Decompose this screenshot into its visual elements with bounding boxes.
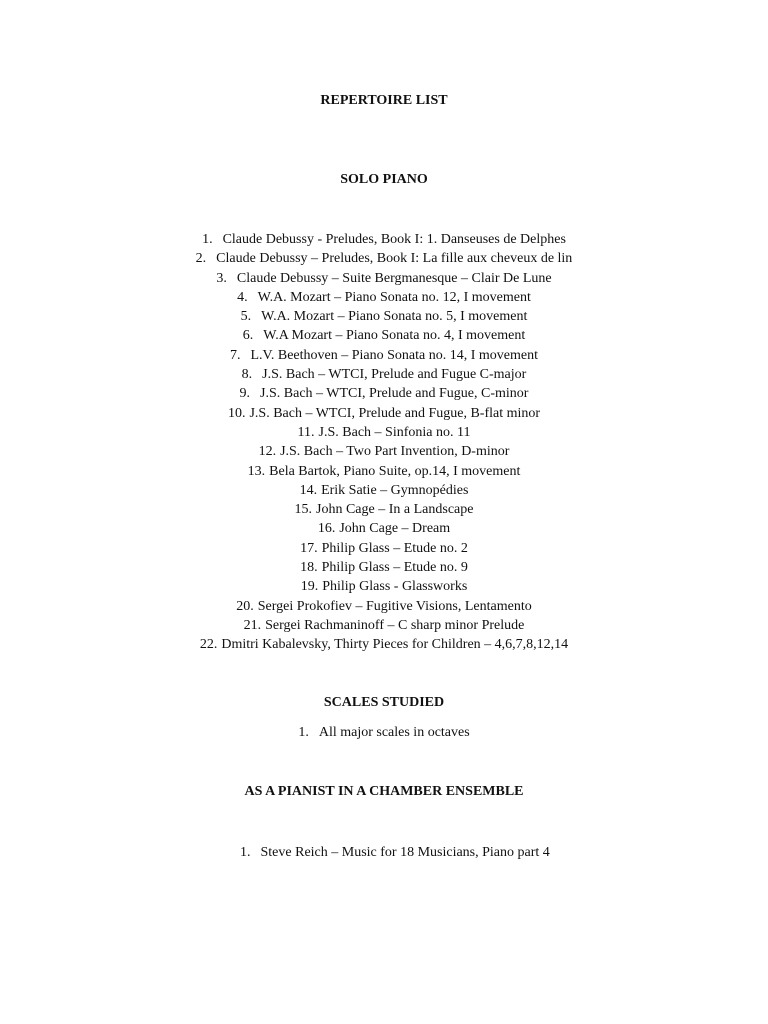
list-item — [0, 307, 768, 326]
list-item — [0, 519, 768, 538]
item-text: Steve Reich – Music for 18 Musicians, Piano part 4 — [260, 845, 550, 860]
item-text: John Cage – Dream — [339, 521, 451, 537]
item-text: Philip Glass - Glassworks — [322, 579, 468, 595]
item-text: L.V. Beethoven – Piano Sonata no. 14, I movement — [250, 347, 538, 363]
item-number: 11. — [297, 424, 315, 440]
item-number: 3. — [216, 270, 227, 286]
item-text: Sergei Rachmaninoff – C sharp minor Prelude — [265, 617, 525, 633]
item-number: 18. — [300, 560, 318, 576]
item-text: Philip Glass – Etude no. 2 — [321, 540, 468, 556]
list-item — [0, 500, 768, 519]
item-number: 19. — [300, 579, 319, 595]
list-item — [0, 423, 768, 442]
solo-piano-list — [0, 230, 768, 655]
item-text: W.A Mozart – Piano Sonata no. 4, I movement — [263, 328, 526, 344]
item-number: 14. — [299, 482, 318, 498]
list-item — [0, 230, 768, 249]
item-text: Erik Satie – Gymnopédies — [321, 482, 469, 498]
list-item — [0, 249, 768, 268]
item-text: Sergei Prokofiev – Fugitive Visions, Lentamento — [257, 598, 532, 614]
list-item — [0, 481, 768, 500]
list-item — [0, 723, 768, 742]
item-number: 16. — [317, 521, 336, 537]
item-number: 12. — [258, 444, 277, 460]
list-item — [0, 558, 768, 577]
item-text: J.S. Bach – WTCI, Prelude and Fugue C-major — [262, 367, 527, 383]
list-item — [0, 843, 768, 862]
item-number: 22. — [199, 637, 218, 653]
list-item — [0, 462, 768, 481]
item-text: J.S. Bach – Two Part Invention, D-minor — [280, 444, 510, 460]
list-item — [0, 288, 768, 307]
item-number: 17. — [300, 540, 318, 556]
item-text: Bela Bartok, Piano Suite, op.14, I movement — [269, 463, 521, 479]
item-text: J.S. Bach – WTCI, Prelude and Fugue, C-minor — [260, 386, 529, 402]
scales-list — [0, 723, 768, 742]
item-number: 2. — [195, 251, 207, 267]
item-number: 1. — [240, 845, 251, 860]
item-text: Dmitri Kabalevsky, Thirty Pieces for Children – 4,6,7,8,12,14 — [221, 637, 569, 653]
item-number: 13. — [247, 463, 266, 479]
item-text: J.S. Bach – Sinfonia no. 11 — [318, 424, 471, 440]
item-text: All major scales in octaves — [318, 725, 470, 740]
chamber-ensemble-list — [0, 843, 768, 862]
document-title: REPERTOIRE LIST — [320, 93, 448, 108]
list-item — [0, 539, 768, 558]
list-item — [0, 404, 768, 423]
item-text: W.A. Mozart – Piano Sonata no. 12, I movement — [257, 289, 531, 305]
chamber-ensemble-heading: AS A PIANIST IN A CHAMBER ENSEMBLE — [244, 784, 524, 799]
list-item — [0, 442, 768, 461]
item-number: 20. — [236, 598, 254, 614]
item-number: 8. — [241, 367, 253, 383]
solo-piano-heading: SOLO PIANO — [340, 172, 428, 187]
item-text: J.S. Bach – WTCI, Prelude and Fugue, B-flat minor — [249, 405, 541, 421]
list-item — [0, 346, 768, 365]
item-number: 21. — [243, 617, 262, 633]
item-text: Claude Debussy - Preludes, Book I: 1. Danseuses de Delphes — [222, 232, 566, 247]
scales-studied-heading: SCALES STUDIED — [323, 695, 445, 710]
item-number: 9. — [239, 386, 251, 402]
item-number: 10. — [227, 405, 246, 421]
list-item — [0, 577, 768, 596]
item-number: 1. — [298, 725, 309, 740]
item-text: W.A. Mozart – Piano Sonata no. 5, I movement — [261, 309, 528, 325]
item-number: 5. — [240, 309, 252, 325]
list-item — [0, 269, 768, 288]
item-number: 7. — [230, 347, 241, 363]
item-text: Claude Debussy – Preludes, Book I: La fille aux cheveux de lin — [216, 251, 573, 267]
item-number: 6. — [242, 328, 254, 344]
list-item — [0, 635, 768, 654]
list-item — [0, 616, 768, 635]
item-text: Claude Debussy – Suite Bergmanesque – Clair De Lune — [236, 270, 552, 286]
item-text: Philip Glass – Etude no. 9 — [321, 560, 468, 576]
list-item — [0, 597, 768, 616]
item-text: John Cage – In a Landscape — [316, 502, 474, 518]
list-item — [0, 384, 768, 403]
item-number: 1. — [202, 232, 213, 247]
item-number: 4. — [237, 289, 248, 305]
list-item — [0, 326, 768, 345]
item-number: 15. — [294, 502, 313, 518]
list-item — [0, 365, 768, 384]
